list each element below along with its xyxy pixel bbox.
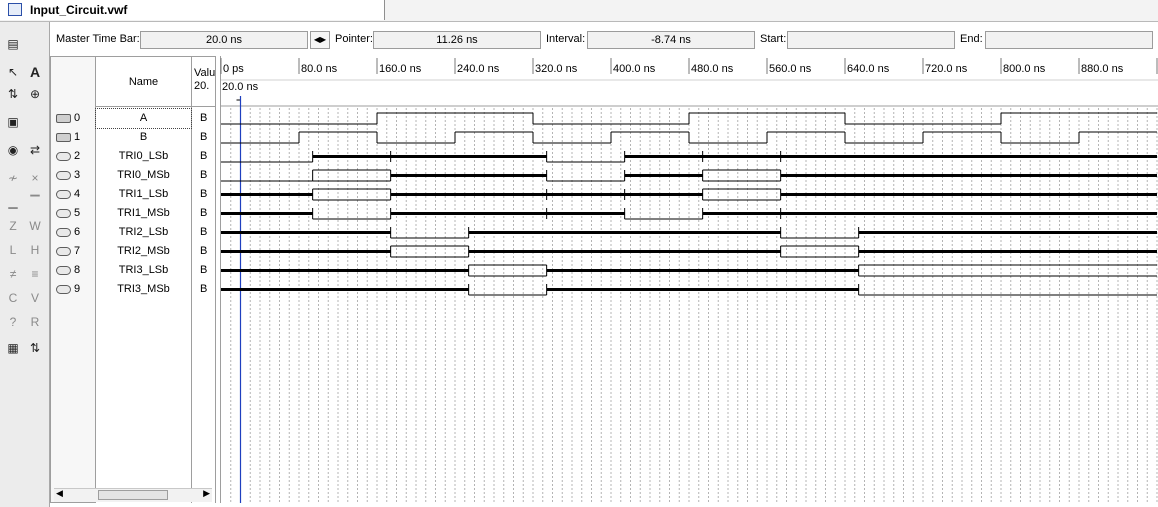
output-pin-icon [56,228,71,237]
value-column-header[interactable] [192,57,215,107]
scrollbar-thumb[interactable] [98,490,168,500]
waveform-file-icon [8,3,22,16]
signal-name[interactable]: TRI3_MSb [117,283,170,295]
document-tab-title: Input_Circuit.vwf [30,3,128,17]
snap-to-grid-icon[interactable]: ▦ [7,341,19,355]
signal-index: 4 [74,188,81,200]
replace-icon[interactable]: ⇄ [29,143,41,157]
master-time-bar-spinner[interactable]: ◀▶ [310,31,330,49]
end-label: End: [960,33,983,45]
selection-tool-icon[interactable]: ↖ [7,65,19,79]
ruler-tick-label: 480.0 ns [691,63,734,75]
arbitrary-value-icon[interactable]: V [30,291,39,305]
ruler-tick-label: 0 ps [223,63,244,75]
signal-index: 7 [74,245,81,257]
signal-value: B [200,226,208,238]
input-pin-icon [56,114,71,123]
index-column [50,56,96,503]
interval-field: -8.74 ns [587,31,755,49]
value-header-line2: 20. [194,80,210,92]
signal-index: 2 [74,150,81,162]
master-time-marker-label: 20.0 ns [222,81,259,93]
find-icon[interactable]: ◉ [7,143,19,157]
signal-name[interactable]: TRI3_LSb [118,264,169,276]
weak-high-icon[interactable]: H [30,243,40,257]
signal-index: 3 [74,169,81,181]
signal-name[interactable]: TRI2_LSb [118,226,169,238]
time-bar [50,26,1158,52]
ruler-tick-label: 320.0 ns [535,63,578,75]
ruler-tick-label: 240.0 ns [457,63,500,75]
signal-name[interactable]: TRI1_MSb [117,207,170,219]
signal-name[interactable]: B [139,131,148,143]
scroll-right-icon[interactable]: ▶ [203,488,210,498]
signal-value: B [200,283,208,295]
document-tab-bar [0,0,1158,22]
output-pin-icon [56,171,71,180]
output-pin-icon [56,152,71,161]
output-pin-icon [56,209,71,218]
ruler-tick-label: 720.0 ns [925,63,968,75]
signal-value: B [200,169,208,181]
text-tool-icon[interactable]: A [29,64,41,80]
forcing-unknown-icon[interactable]: × [31,171,39,185]
waveform-editing-tool-icon[interactable]: ⇅ [7,87,19,101]
random-value-icon[interactable]: ? [9,315,17,329]
value-header-line1: Valu [194,67,216,79]
document-tab[interactable] [0,0,385,20]
signal-row-index[interactable] [51,147,95,166]
signal-row-index[interactable] [51,128,95,147]
signal-value: B [200,150,208,162]
full-screen-icon[interactable]: ▣ [7,115,19,129]
name-column [96,56,192,503]
end-field [985,31,1153,49]
ruler-tick-label: 640.0 ns [847,63,890,75]
snap-icon[interactable]: R [30,315,40,329]
signal-index: 1 [74,131,81,143]
signal-value: B [200,112,208,124]
waveform-toolbar [0,22,50,507]
signal-value: B [200,131,208,143]
signal-row-index[interactable] [51,204,95,223]
sort-icon[interactable]: ⇅ [29,341,41,355]
signal-row-index[interactable] [51,185,95,204]
name-pane-scrollbar[interactable] [54,488,212,502]
output-pin-icon [56,247,71,256]
signal-name[interactable]: TRI2_MSb [117,245,170,257]
pointer-label: Pointer: [335,33,373,45]
signal-index: 8 [74,264,81,276]
forcing-low-icon[interactable]: ▁ [8,195,18,209]
ruler-tick-label: 80.0 ns [301,63,338,75]
signal-row-index[interactable] [51,242,95,261]
ruler-tick-label: 160.0 ns [379,63,422,75]
output-pin-icon [56,190,71,199]
master-time-bar-field[interactable]: 20.0 ns [140,31,308,49]
waveform-display[interactable] [220,56,1158,503]
value-column [192,56,216,503]
start-field [787,31,955,49]
interval-label: Interval: [546,33,586,45]
signal-name[interactable]: TRI0_LSb [118,150,169,162]
signal-row-index[interactable] [51,223,95,242]
signal-index: 5 [74,207,81,219]
signal-value: B [200,207,208,219]
signal-value: B [200,245,208,257]
window-icon[interactable]: ▤ [7,37,19,51]
clock-icon[interactable]: C [8,291,18,305]
signal-index: 6 [74,226,81,238]
signal-row-index[interactable] [51,261,95,280]
invert-icon[interactable]: ≠ [9,267,17,281]
scroll-left-icon[interactable]: ◀ [56,488,63,498]
ruler-tick-label: 400.0 ns [613,63,656,75]
input-pin-icon [56,133,71,142]
ruler-tick-label: 880.0 ns [1081,63,1124,75]
signal-row-index[interactable] [51,280,95,299]
uninitialized-icon[interactable]: ≁ [7,171,19,185]
weak-unknown-icon[interactable]: W [29,219,41,233]
signal-name[interactable]: TRI0_MSb [117,169,170,181]
high-impedance-icon[interactable]: Z [9,219,17,233]
signal-index: 9 [74,283,81,295]
signal-value: B [200,264,208,276]
output-pin-icon [56,285,71,294]
signal-row-index[interactable] [51,166,95,185]
signal-name[interactable]: A [96,109,191,128]
master-time-bar-label: Master Time Bar: [56,33,140,45]
output-pin-icon [56,266,71,275]
signal-row-index[interactable] [51,109,95,128]
signal-value: B [200,188,208,200]
forcing-high-icon[interactable]: ▔ [30,195,40,209]
ruler-tick-label: 800.0 ns [1003,63,1046,75]
name-column-header[interactable]: Name [96,57,191,107]
pointer-field: 11.26 ns [373,31,541,49]
ruler-tick-label: 560.0 ns [769,63,812,75]
signal-name[interactable]: TRI1_LSb [118,188,169,200]
start-label: Start: [760,33,787,45]
zoom-tool-icon[interactable]: ⊕ [29,87,41,101]
signal-index: 0 [74,112,81,124]
count-value-icon[interactable]: ≡ [31,267,39,281]
weak-low-icon[interactable]: L [9,243,17,257]
